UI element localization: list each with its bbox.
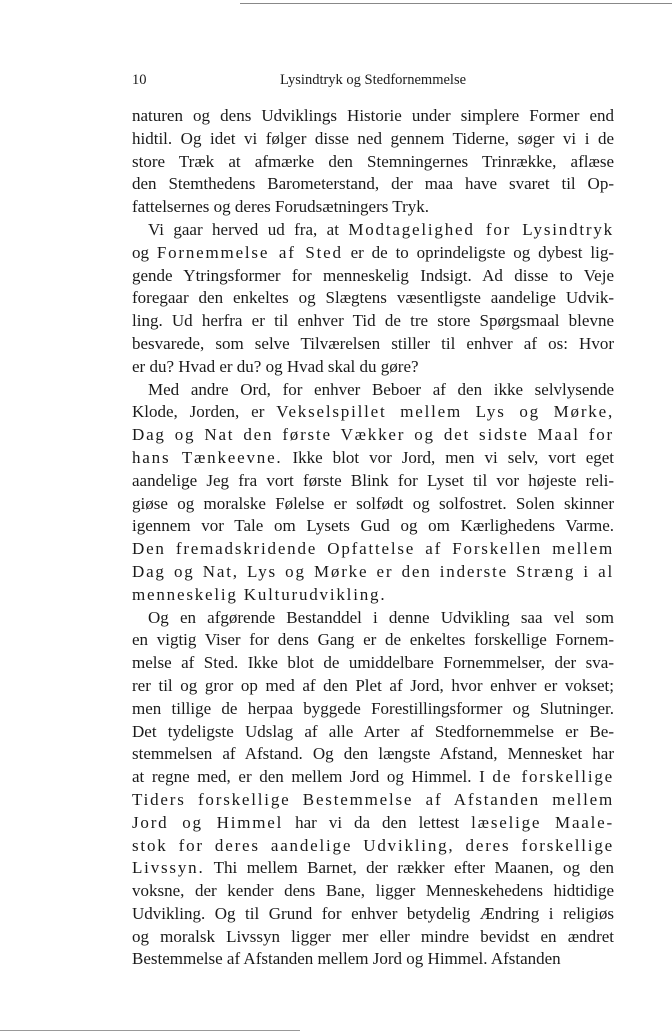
text-run: er de to oprindeligste og dybest lig-	[342, 242, 614, 262]
spaced-emphasis: Livssyn.	[132, 858, 205, 878]
spaced-emphasis: Jord og Himmel	[132, 812, 284, 832]
text-run: fattelsernes og deres Forudsætningers Tryk.	[132, 197, 430, 217]
spaced-emphasis: Modtagelighed for Lysindtryk	[348, 219, 614, 239]
text-run: giøse og moralske Følelse er solfødt og solfostret. Solen skinner	[132, 493, 614, 513]
text-line	[132, 926, 614, 949]
text-run: ling. Ud herfra er til enhver Tid de tre store Spørgsmaal blevne	[132, 311, 614, 331]
text-run: en vigtig Viser for dens Gang er de enkeltes forskellige Fornem-	[132, 630, 614, 650]
paragraph	[132, 105, 614, 219]
text-run: Med andre Ord, for enhver Beboer af den ikke selvlysende	[148, 379, 614, 399]
text-line	[132, 652, 614, 675]
text-line	[132, 379, 614, 402]
text-line	[132, 561, 614, 584]
text-line	[132, 857, 614, 880]
text-line	[132, 607, 614, 630]
text-run: rer til og gror op med af den Plet af Jord, hvor enhver er vokset;	[132, 675, 614, 695]
text-run: Klode, Jorden, er	[132, 402, 277, 422]
text-run: store Træk at afmærke den Stemningernes Trinrække, aflæse	[132, 151, 614, 171]
text-run: og moralsk Livssyn ligger mer eller mindre bevidst en ændret	[132, 926, 614, 946]
text-line	[132, 629, 614, 652]
text-run: men tillige de herpaa byggede Forestillingsformer og Slutninger.	[132, 698, 614, 718]
text-run: Vi gaar herved ud fra, at	[148, 219, 349, 239]
text-line	[132, 356, 614, 379]
text-line	[132, 424, 614, 447]
text-run: hidtil. Og idet vi følger disse ned gennem Tiderne, søger vi i de	[132, 128, 614, 148]
text-line	[132, 447, 614, 470]
text-line	[132, 584, 614, 607]
text-line	[132, 812, 614, 835]
text-line	[132, 151, 614, 174]
text-run: igennem vor Tale om Lysets Gud og om Kærlighedens Varme.	[132, 516, 614, 536]
text-line	[132, 196, 614, 219]
text-run: melse af Sted. Ikke blot de umiddelbare Fornemmelser, der sva-	[132, 653, 614, 673]
spaced-emphasis: de forskellige	[492, 767, 614, 787]
page-number: 10	[132, 72, 147, 88]
spaced-emphasis: stok for deres aandelige Udvikling, deres forskellige	[132, 835, 614, 855]
text-run: og	[132, 242, 157, 262]
text-line	[132, 128, 614, 151]
text-line	[132, 173, 614, 196]
text-line	[132, 105, 614, 128]
text-line	[132, 835, 614, 858]
text-line	[132, 903, 614, 926]
text-run: gende Ytringsformer for menneskelig Indsigt. Ad disse to Veje	[132, 265, 614, 285]
text-line	[132, 721, 614, 744]
spaced-emphasis: læselige Maale-	[471, 812, 614, 832]
top-edge-rule	[240, 3, 672, 4]
text-line	[132, 219, 614, 242]
paragraph	[132, 379, 614, 607]
text-line	[132, 470, 614, 493]
text-line	[132, 538, 614, 561]
spaced-emphasis: hans Tænkeevne.	[132, 447, 283, 467]
page-header	[132, 70, 614, 90]
text-run: Thi mellem Barnet, der rækker efter Maanen, og den	[204, 858, 614, 878]
text-line	[132, 493, 614, 516]
spaced-emphasis: Dag og Nat den første Vækker og det sidste Maal for	[132, 425, 614, 445]
text-run: aandelige Jeg fra vort første Blink for Lyset til vor højeste reli-	[132, 470, 614, 490]
text-run: Det tydeligste Udslag af alle Arter af Stedfornemmelse er Be-	[132, 721, 614, 741]
spaced-emphasis: Vekselspillet mellem Lys og Mørke,	[276, 402, 614, 422]
text-run: har vi da den lettest	[283, 812, 472, 832]
text-run: Ikke blot vor Jord, men vi selv, vort eget	[282, 447, 614, 467]
text-line	[132, 698, 614, 721]
text-line	[132, 333, 614, 356]
bottom-edge-rule	[0, 1030, 300, 1031]
text-line	[132, 515, 614, 538]
text-run: foregaar den enkeltes og Slægtens væsentligste aandelige Udvik-	[132, 288, 614, 308]
text-run: voksne, der kender dens Bane, ligger Menneskehedens hidtidige	[132, 881, 614, 901]
text-line	[132, 880, 614, 903]
spaced-emphasis: Tiders forskellige Bestemmelse af Afstanden mellem	[132, 789, 614, 809]
paragraph	[132, 607, 614, 972]
text-run: naturen og dens Udviklings Historie under simplere Former end	[132, 106, 614, 125]
text-line	[132, 766, 614, 789]
spaced-emphasis: Dag og Nat, Lys og Mørke er den inderste Stræng i al	[132, 561, 614, 581]
text-run: er du? Hvad er du? og Hvad skal du gøre?	[132, 356, 419, 376]
spaced-emphasis: menneskelig Kulturudvikling.	[132, 584, 387, 604]
running-head: Lysindtryk og Stedfornemmelse	[279, 72, 467, 88]
text-line	[132, 287, 614, 310]
text-line	[132, 789, 614, 812]
text-run: stemmelsen af Afstand. Og den længste Afstand, Mennesket har	[132, 744, 614, 764]
spaced-emphasis: Fornemmelse af Sted	[156, 242, 343, 262]
text-run: at regne med, er den mellem Jord og Himmel. I	[132, 767, 493, 787]
text-line	[132, 310, 614, 333]
body-text	[132, 105, 614, 971]
text-run: den Stemthedens Barometerstand, der maa have svaret til Op-	[132, 174, 614, 194]
text-run: besvarede, som selve Tilværelsen stiller til enhver af os: Hvor	[132, 333, 614, 353]
paragraph	[132, 219, 614, 379]
text-run: Udvikling. Og til Grund for enhver betydelig Ændring i religiøs	[132, 903, 614, 923]
text-line	[132, 675, 614, 698]
text-line	[132, 242, 614, 265]
text-run: Bestemmelse af Afstanden mellem Jord og Himmel. Afstanden	[132, 949, 561, 969]
text-line	[132, 948, 614, 971]
text-run: Og en afgørende Bestanddel i denne Udvikling saa vel som	[148, 607, 614, 627]
spaced-emphasis: Den fremadskridende Opfattelse af Forskellen mellem	[132, 539, 614, 559]
text-line	[132, 265, 614, 288]
text-line	[132, 401, 614, 424]
text-line	[132, 743, 614, 766]
